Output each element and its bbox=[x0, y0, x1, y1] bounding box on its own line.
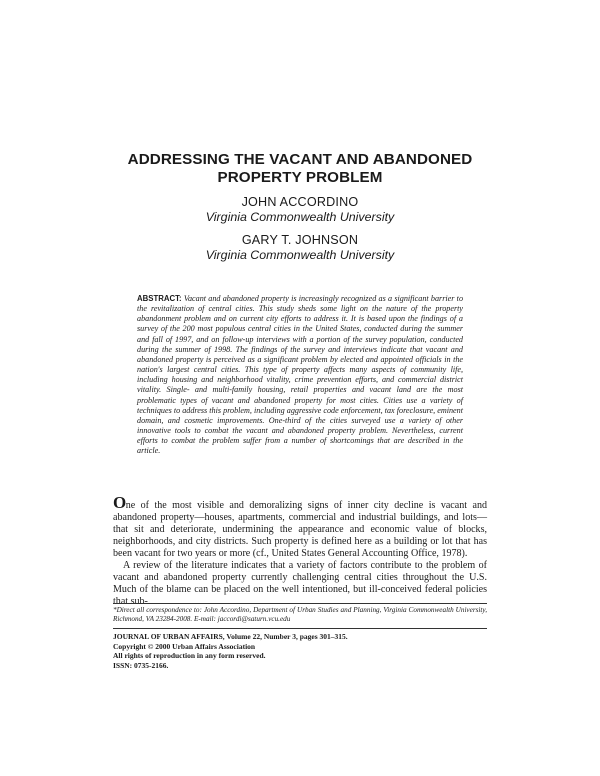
author-affiliation: Virginia Commonwealth University bbox=[205, 210, 395, 224]
author-name: JOHN ACCORDINO bbox=[241, 195, 359, 209]
title-line-1: ADDRESSING THE VACANT AND ABANDONED bbox=[127, 151, 473, 168]
issn: ISSN: 0735-2166. bbox=[113, 660, 169, 670]
author-name: GARY T. JOHNSON bbox=[241, 233, 359, 247]
paragraph-1-text: ne of the most visible and demoralizing signs of inner city decline is vacant and abandoned property—houses, apartments, commercial and industrial buildings, and lots—that sit and deteriorate, undermining the appearance and economic value of blocks, neighborhoods, and city districts. Such property is defined here as a building or lot that has been vacant for two years or more (cf., United States General Accounting Office, 1978). bbox=[113, 500, 487, 560]
journal-info bbox=[113, 632, 487, 670]
journal-citation: JOURNAL OF URBAN AFFAIRS, Volume 22, Number 3, pages 301–315. bbox=[113, 632, 348, 641]
abstract bbox=[137, 294, 463, 457]
drop-cap: O bbox=[113, 493, 126, 512]
correspondence-footnote: *Direct all correspondence to: John Accordino, Department of Urban Studies and Planning, Virginia Commonwealth University, Richmond, VA 23284-2008. E-mail: jaccordi@saturn.vcu.edu bbox=[113, 606, 487, 624]
rights-notice: All rights of reproduction in any form reserved. bbox=[113, 651, 266, 661]
author-affiliation: Virginia Commonwealth University bbox=[205, 248, 395, 262]
paragraph-2: A review of the literature indicates that a variety of factors contribute to the problem of vacant and abandoned property currently challenging central cities throughout the U.S. Much of the blame can be placed on the well intentioned, but ill-conceived federal policies that sub- bbox=[113, 560, 487, 608]
copyright-notice: Copyright © 2000 Urban Affairs Association bbox=[113, 641, 256, 651]
footnote-divider bbox=[113, 603, 487, 604]
author-block-2 bbox=[0, 233, 600, 263]
article-title bbox=[60, 151, 540, 187]
title-line-2: PROPERTY PROBLEM bbox=[217, 169, 383, 186]
paragraph-1 bbox=[113, 493, 487, 560]
body-text bbox=[113, 493, 487, 608]
author-block-1 bbox=[0, 195, 600, 225]
journal-info-divider bbox=[113, 628, 487, 629]
abstract-label: ABSTRACT: bbox=[137, 294, 182, 303]
abstract-text: Vacant and abandoned property is increasingly recognized as a significant barrier to the revitalization of central cities. This study sheds some light on the nature of the property abandonment problem and on current city efforts to address it. It is based upon the findings of a survey of the 200 most populous central cities in the United States, conducted during the summer and fall of 1997, and on follow-up interviews with a portion of the survey population, conducted during the summer of 1998. The findings of the survey and interviews indicate that vacant and abandoned property is perceived as a significant problem by elected and appointed officials in the nation's largest central cities. This type of property affects many aspects of community life, including housing and neighborhood vitality, crime prevention efforts, and commercial district vitality. Single- and multi-family housing, retail properties and vacant land are the most problematic types of vacant and abandoned property for most cities. Cities use a variety of techniques to address this problem, including aggressive code enforcement, tax foreclosure, eminent domain, and cosmetic improvements. One-third of the cities surveyed use a variety of other innovative tools to combat the vacant and abandoned property problem. Nevertheless, current efforts to combat the problem suffer from a number of shortcomings that are described in the article. bbox=[137, 294, 464, 456]
